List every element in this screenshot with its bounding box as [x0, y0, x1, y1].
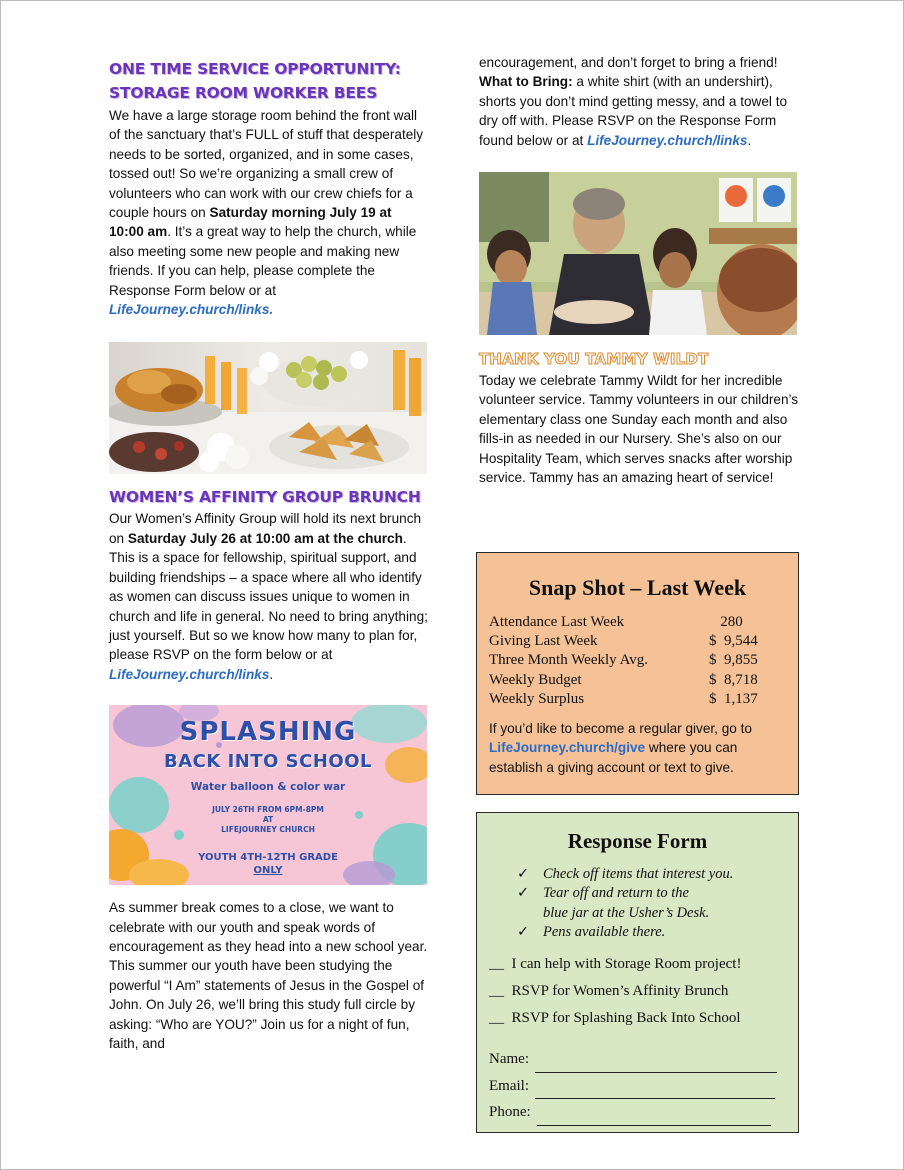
snapshot-row-value: $ 9,544: [709, 633, 758, 650]
snapshot-row-label: Giving Last Week: [489, 633, 598, 650]
snapshot-title: Snap Shot – Last Week: [528, 575, 747, 600]
email-label: Email:: [489, 1077, 529, 1094]
snapshot-table: [489, 613, 779, 709]
snapshot-row-value: 280: [709, 614, 743, 630]
instruction-text-continued: blue jar at the Usher’s Desk.: [543, 904, 710, 921]
brunch-link-suffix: .: [269, 666, 274, 682]
check-mark-icon: ✓: [517, 885, 530, 902]
snapshot-note-pre: If you’d like to become a regular giver, go to: [489, 721, 752, 736]
poster-grade-only: ONLY: [253, 865, 283, 877]
storage-body: [109, 106, 429, 319]
brunch-body-date: Saturday July 26 at 10:00 am at the church: [127, 530, 403, 546]
response-instructions: [517, 865, 733, 943]
left-column: [109, 57, 429, 1053]
poster-date: [109, 805, 427, 835]
brunch-body-post: . This is a space for fellowship, spiritual support, and building friendships – a space where all who identify as women can discuss issues unique to women in church and life in general. No need to bring anything; just yourself. But so we know how many to plan for, please RSVP on the form below or at: [109, 530, 428, 663]
tammy-photo: [479, 172, 797, 335]
snapshot-row: [489, 632, 779, 651]
response-option-splashing[interactable]: [489, 1005, 741, 1032]
splash-body-right-post: a white shirt (with an undershirt), shorts you don’t mind getting messy, and a towel to dry off with. Please RSVP on the Response Form found below or at: [479, 74, 788, 148]
poster-date-line1: JULY 26TH FROM 6PM-8PM: [212, 805, 324, 815]
splash-link[interactable]: LifeJourney.church/links: [587, 132, 748, 148]
instruction-item: [517, 923, 733, 942]
brunch-body: [109, 509, 429, 684]
give-link[interactable]: LifeJourney.church/give: [489, 740, 646, 756]
poster-grade-line: YOUTH 4TH-12TH GRADE: [198, 852, 338, 864]
option-label: I can help with Storage Room project!: [511, 956, 742, 972]
snapshot-note-post: where you can establish a giving account or text to give.: [489, 740, 738, 775]
response-option-brunch[interactable]: [489, 978, 741, 1005]
brunch-link[interactable]: LifeJourney.church/links: [109, 666, 270, 682]
storage-heading-line1: ONE TIME SERVICE OPPORTUNITY:: [109, 60, 401, 78]
snapshot-row: [489, 651, 779, 670]
instruction-item: [517, 865, 733, 884]
phone-field[interactable]: [537, 1108, 771, 1126]
snapshot-row-value: $ 9,855: [709, 652, 758, 669]
snapshot-row-label: Attendance Last Week: [489, 614, 625, 630]
check-mark-icon: ✓: [517, 924, 530, 941]
snapshot-row: [489, 613, 779, 632]
splash-bring-label: What to Bring:: [479, 74, 573, 90]
snapshot-box: [476, 552, 799, 795]
option-blank[interactable]: __: [489, 1010, 504, 1026]
check-mark-icon: ✓: [517, 866, 530, 882]
snapshot-row: [489, 671, 779, 690]
snapshot-row-label: Weekly Surplus: [489, 690, 585, 707]
name-label: Name:: [489, 1051, 529, 1067]
poster-date-line3: LIFEJOURNEY CHURCH: [221, 825, 315, 835]
option-label: RSVP for Women’s Affinity Brunch: [511, 983, 729, 999]
snapshot-row-label: Three Month Weekly Avg.: [489, 652, 649, 669]
poster-grade: [109, 851, 427, 877]
option-blank[interactable]: __: [489, 983, 504, 999]
brunch-photo: [109, 342, 427, 474]
name-field-row: [489, 1046, 777, 1073]
response-options: [489, 951, 741, 1032]
snapshot-note: [489, 719, 789, 777]
splash-body-left: As summer break comes to a close, we want to celebrate with our youth and speak words of encouragement as they head into a new school year. This summer our youth have been studying the powerful “I Am” statements of Jesus in the Gospel of John. On July 26, we’ll bring this study full circle by asking: “Who are YOU?” Join us for a night of fun, faith, and: [109, 900, 428, 1051]
snapshot-row-value: $ 8,718: [709, 671, 758, 688]
snapshot-row-value: $ 1,137: [709, 690, 758, 707]
email-field[interactable]: [535, 1081, 775, 1099]
tammy-body: Today we celebrate Tammy Wildt for her incredible volunteer service. Tammy volunteers in our children’s elementary class one Sunday each month and also fills-in as needed in our Nursery. She’s also on our Hospitality Team, which serves snacks after worship service. Tammy has an amazing heart of service!: [479, 373, 799, 486]
response-form: [476, 812, 799, 1133]
email-field-row: [489, 1073, 777, 1100]
storage-heading-line2: STORAGE ROOM WORKER BEES: [109, 84, 378, 102]
splash-body-right: [479, 53, 801, 150]
brunch-photo-image: [109, 342, 427, 474]
brunch-body-pre: Our Women’s Affinity Group will hold its next brunch on: [109, 511, 422, 546]
response-form-title: Response Form: [567, 829, 708, 853]
phone-label: Phone:: [489, 1104, 531, 1120]
instruction-item: [517, 884, 733, 903]
response-option-storage[interactable]: [489, 951, 741, 978]
splash-link-suffix: .: [747, 132, 752, 148]
poster-title-line2: BACK INTO SCHOOL: [164, 751, 372, 773]
instruction-text: Pens available there.: [543, 924, 666, 941]
poster-date-line2: AT: [262, 815, 274, 825]
poster-subtitle: Water balloon & color war: [190, 781, 346, 794]
instruction-text: Tear off and return to the: [543, 885, 689, 902]
name-field[interactable]: [535, 1055, 777, 1073]
poster-title-line1: SPLASHING: [179, 717, 357, 748]
storage-body-date: Saturday morning July 19 at 10:00 am: [109, 205, 392, 240]
storage-link[interactable]: LifeJourney.church/links.: [109, 302, 274, 318]
response-contact-fields: [489, 1046, 777, 1126]
storage-heading: [109, 57, 429, 105]
tammy-heading: THANK YOU TAMMY WILDT: [479, 350, 709, 369]
right-column: [479, 53, 801, 487]
option-label: RSVP for Splashing Back Into School: [511, 1010, 741, 1026]
phone-field-row: [489, 1099, 777, 1126]
snapshot-row-label: Weekly Budget: [489, 671, 582, 688]
storage-body-post: . It’s a great way to help the church, while also meeting some new people and making new friends. If you can help, please complete the Response Form below or at: [109, 224, 417, 298]
splash-body-right-pre: encouragement, and don’t forget to bring a friend!: [479, 55, 778, 70]
brunch-heading: WOMEN’S AFFINITY GROUP BRUNCH: [109, 488, 421, 507]
storage-body-pre: We have a large storage room behind the front wall of the sanctuary that’s FULL of stuff that desperately needs to be sorted, organized, and in some cases, tossed out! So we’re organizing a small crew of volunteers who can work with our crew chiefs for a couple hours on: [109, 108, 424, 221]
tammy-photo-image: [479, 172, 797, 335]
option-blank[interactable]: __: [489, 956, 504, 972]
snapshot-row: [489, 690, 779, 709]
splashing-poster: [109, 705, 427, 885]
instruction-text: Check off items that interest you.: [543, 866, 734, 882]
